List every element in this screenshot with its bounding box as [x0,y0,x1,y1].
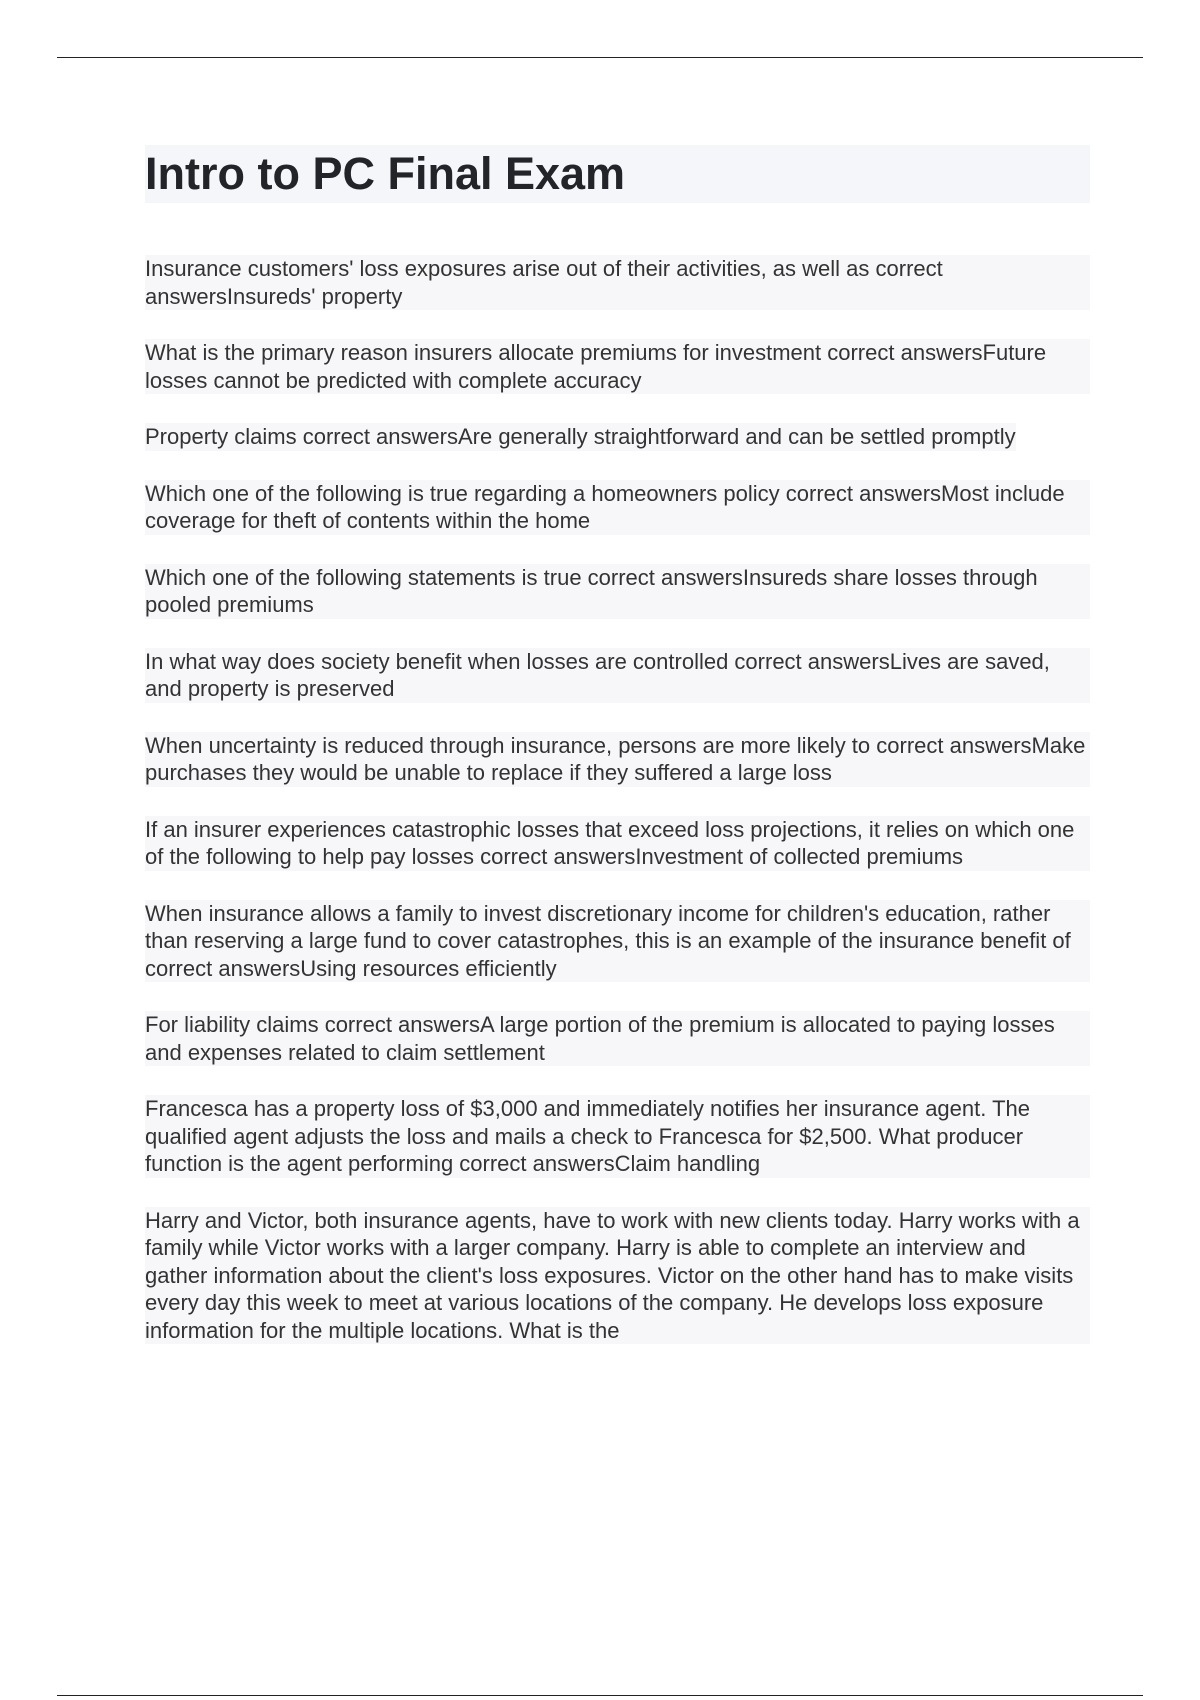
qa-item: When uncertainty is reduced through insurance, persons are more likely to correct answersMake purchases they would be unable to replace if they suffered a large loss [145,732,1090,787]
qa-item: In what way does society benefit when losses are controlled correct answersLives are saved, and property is preserved [145,648,1090,703]
document-body [145,145,1090,1373]
qa-item: When insurance allows a family to invest discretionary income for children's education, rather than reserving a large fund to cover catastrophes, this is an example of the insurance benefit of correct answersUsing resources efficiently [145,900,1090,983]
qa-item: Harry and Victor, both insurance agents, have to work with new clients today. Harry works with a family while Victor works with a larger company. Harry is able to complete an interview and gather information about the client's loss exposures. Victor on the other hand has to make visits every day this week to meet at various locations of the company. He develops loss exposure information for the multiple locations. What is the [145,1207,1090,1345]
qa-item: Which one of the following is true regarding a homeowners policy correct answersMost include coverage for theft of contents within the home [145,480,1090,535]
qa-item: Property claims correct answersAre generally straightforward and can be settled promptly [145,424,1016,449]
qa-list [145,255,1090,1373]
page-title: Intro to PC Final Exam [145,148,626,199]
qa-item: If an insurer experiences catastrophic losses that exceed loss projections, it relies on which one of the following to help pay losses correct answersInvestment of collected premiums [145,816,1090,871]
top-divider [57,57,1143,58]
bottom-divider [57,1695,1143,1696]
qa-item: Insurance customers' loss exposures arise out of their activities, as well as correct answersInsureds' property [145,255,1090,310]
qa-item: What is the primary reason insurers allocate premiums for investment correct answersFuture losses cannot be predicted with complete accuracy [145,339,1090,394]
qa-item: Which one of the following statements is true correct answersInsureds share losses through pooled premiums [145,564,1090,619]
qa-item: For liability claims correct answersA large portion of the premium is allocated to paying losses and expenses related to claim settlement [145,1011,1090,1066]
qa-item: Francesca has a property loss of $3,000 and immediately notifies her insurance agent. The qualified agent adjusts the loss and mails a check to Francesca for $2,500. What producer function is the agent performing correct answersClaim handling [145,1095,1090,1178]
title-band [145,145,1090,203]
